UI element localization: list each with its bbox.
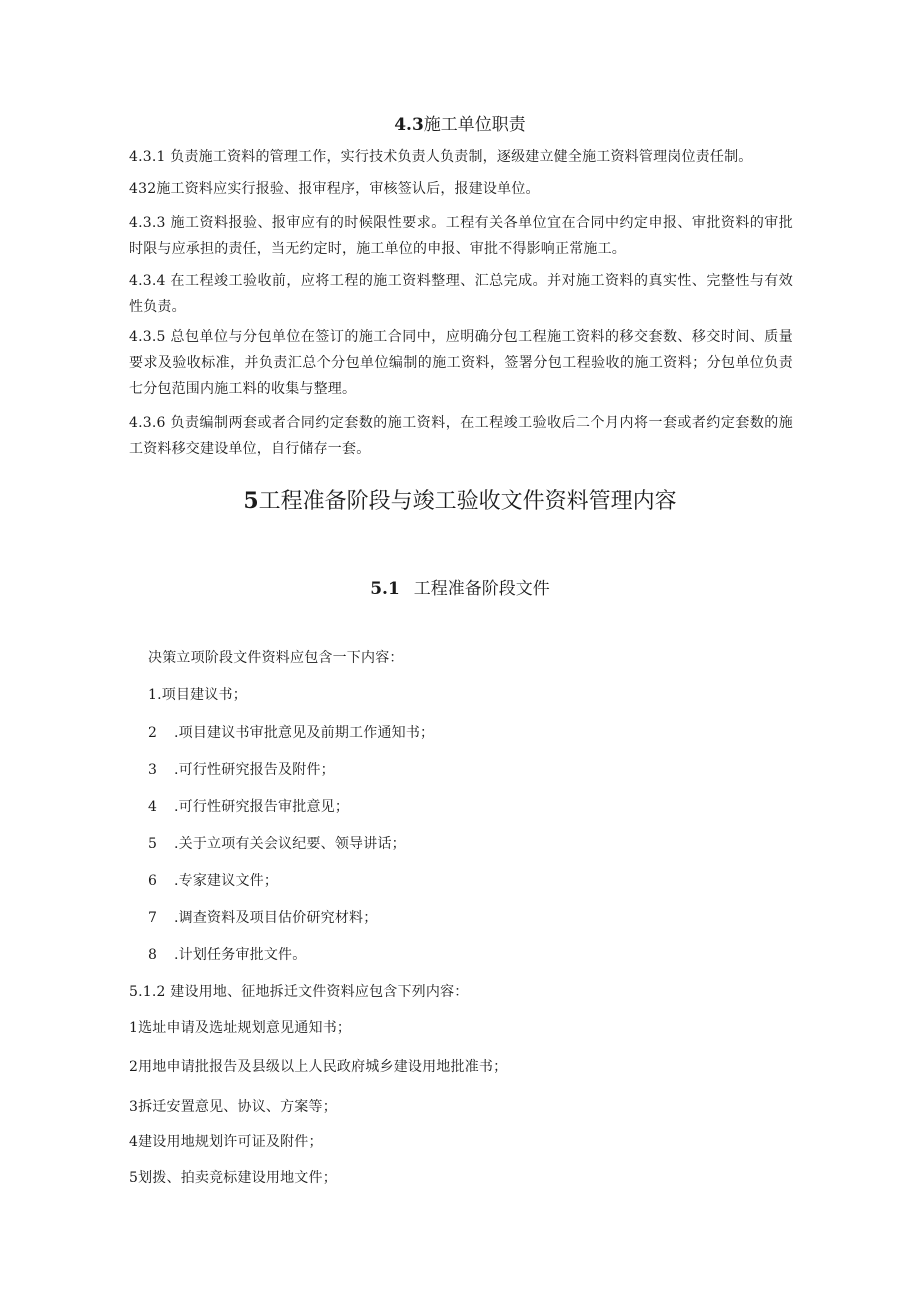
section-title: 施工单位职责 bbox=[423, 115, 526, 135]
paragraph-4-3-4: 4.3.4 在工程竣工验收前，应将工程的施工资料整理、汇总完成。并对施工资料的真实性、完整性与有效性负责。 bbox=[129, 273, 793, 315]
list-item-text: .项目建议书审批意见及前期工作通知书； bbox=[174, 725, 435, 741]
list-item-text: .可行性研究报告审批意见； bbox=[174, 799, 350, 815]
list-item: 2用地申请批报告及县级以上人民政府城乡建设用地批准书； bbox=[129, 1059, 508, 1075]
chapter-heading-5 bbox=[0, 484, 920, 515]
list-item-number: 5 bbox=[148, 836, 158, 852]
list-item-number: 2 bbox=[148, 725, 158, 741]
list-item bbox=[148, 945, 306, 965]
chapter-title: 工程准备阶段与竣工验收文件资料管理内容 bbox=[258, 489, 677, 514]
list-item-text: .专家建议文件； bbox=[174, 873, 279, 889]
section-number: 4.3 bbox=[394, 115, 424, 135]
list-item-text: .关于立项有关会议纪要、领导讲话； bbox=[174, 836, 406, 852]
paragraph-4-3-1: 4.3.1 负责施工资料的管理工作，实行技术负责人负责制，逐级建立健全施工资料管理岗位责任制。 bbox=[129, 149, 753, 165]
list-item: 5划拨、拍卖竞标建设用地文件； bbox=[129, 1170, 337, 1186]
paragraph-4-3-3: 4.3.3 施工资料报验、报审应有的时候限性要求。工程有关各单位宜在合同中约定申报、审批资料的审批时限与应承担的责任，当无约定时，施工单位的申报、审批不得影响正常施工。 bbox=[129, 215, 793, 257]
section-heading-5-1 bbox=[0, 574, 920, 599]
list-item-text: .可行性研究报告及附件； bbox=[174, 762, 335, 778]
section-title: 工程准备阶段文件 bbox=[413, 579, 550, 599]
paragraph-4-3-2: 432施工资料应实行报验、报审程序，审核签认后，报建设单位。 bbox=[129, 181, 540, 197]
list-item-number: 7 bbox=[148, 910, 158, 926]
list-item-number: 4 bbox=[148, 799, 158, 815]
list-item-number: 8 bbox=[148, 947, 158, 963]
list-item bbox=[148, 908, 377, 928]
list-item: 3拆迁安置意见、协议、方案等； bbox=[129, 1099, 337, 1115]
list-item: 4建设用地规划许可证及附件； bbox=[129, 1134, 323, 1150]
intro-5-1-1: 决策立项阶段文件资料应包含一下内容： bbox=[148, 650, 404, 666]
heading-5-1-2: 5.1.2 建设用地、征地拆迁文件资料应包含下列内容： bbox=[129, 984, 469, 1000]
list-item-text: .计划任务审批文件。 bbox=[174, 947, 307, 963]
list-item bbox=[148, 797, 349, 817]
section-heading-4-3 bbox=[0, 110, 920, 135]
list-item-number: 3 bbox=[148, 762, 158, 778]
list-item: 1选址申请及选址规划意见通知书； bbox=[129, 1020, 352, 1036]
paragraph-4-3-6: 4.3.6 负责编制两套或者合同约定套数的施工资料，在工程竣工验收后二个月内将一套或者约定套数的施工资料移交建设单位，自行储存一套。 bbox=[129, 415, 793, 457]
section-number: 5.1 bbox=[370, 579, 400, 599]
list-item-number: 6 bbox=[148, 873, 158, 889]
list-item bbox=[148, 834, 406, 854]
chapter-number: 5 bbox=[243, 488, 259, 514]
list-item bbox=[148, 871, 278, 891]
list-item bbox=[148, 685, 247, 705]
list-item bbox=[148, 760, 335, 780]
paragraph-4-3-5: 4.3.5 总包单位与分包单位在签订的施工合同中，应明确分包工程施工资料的移交套数、移交时间、质量要求及验收标准，并负责汇总个分包单位编制的施工资料，签署分包工程验收的施工资料；分包单位负责七分包范围内施工料的收集与整理。 bbox=[129, 329, 793, 397]
list-item-text: .调查资料及项目估价研究材料； bbox=[174, 910, 378, 926]
list-item-text: 1.项目建议书； bbox=[148, 687, 247, 703]
list-item bbox=[148, 723, 434, 743]
